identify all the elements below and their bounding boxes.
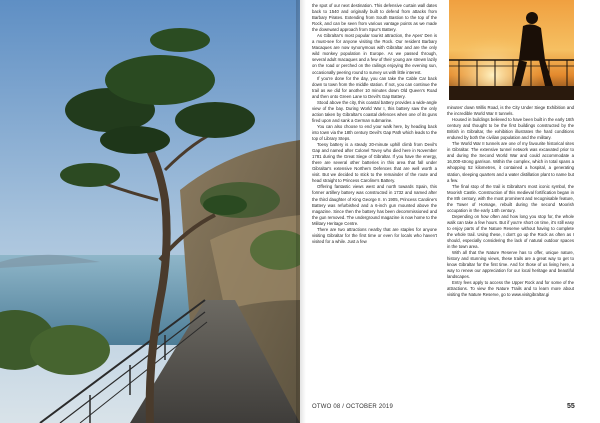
article-column-1 xyxy=(312,3,437,245)
page-gutter-shadow xyxy=(296,0,306,423)
sunset-silhouette-photo xyxy=(449,0,574,100)
article-column-2 xyxy=(447,105,574,299)
sunset-silhouette-illustration xyxy=(449,0,574,100)
article-paragraph: The World War II tunnels are one of my favourite historical sites in Gibraltar. The extensive tunnel network was excavated prior to and during the Second World War and could accommodate a 16,000-strong garrison. Within the complex, which in total spans a whopping 52 kilometres, it contained a hospital, a generating station, sleeping quarters and a water distillation plant to name but a few. xyxy=(447,141,574,183)
article-paragraph: Offering fantastic views west and north towards Spain, this former artillery battery was constructed in 1732 and named after the third daughter of King George II. In 1905, Princess Caroline's Battery was refurbished and a 6-inch gun mounted above the magazine. Since then the battery has been decommissioned and the gun removed. The underground magazine is now home to the Military Heritage Centre. xyxy=(312,184,437,226)
article-paragraph: Toesy battery is a steady 20-minute uphill climb from Devil's Gap and named after Colonel Tovey who died here in November 1781 during the Great Siege of Gibraltar. If you have the energy, there are several other batteries in this area that fall under Gibraltar's extensive Northern Defences that are well worth a visit. But we decided to stick to the remainder of the route and head straight to Princess Caroline's Battery. xyxy=(312,142,437,184)
article-paragraph: Depending on how often and how long you stop for, the whole walk can take a few hours. But if you're short on time, it's still easy to enjoy parts of the Nature Reserve without having to complete the whole trail. Using these, I don't go up the Rock as often as I should, especially considering the lack of natural outdoor spaces in the town area. xyxy=(447,213,574,250)
article-paragraph: minutes' down Willis Road, is the City Under Siege Exhibition and the incredible World War II tunnels. xyxy=(447,105,574,117)
article-paragraph: If you're done for the day, you can take the Cable Car back down to town from the middle station. If not, you can continue the trail as we did for another 10 minutes down Old Queen's Road and then onto Green Lane to Devil's Gap Battery. xyxy=(312,75,437,99)
article-paragraph: The final stop of the trail is Gibraltar's most iconic symbol, the Moorish Castle. Construction of this medieval fortification began in the 8th century, with the most prominent and recognisable feature, the Tower of Homage, rebuilt during the second Moorish occupation in the early 14th century. xyxy=(447,183,574,213)
article-paragraph: As Gibraltar's most popular tourist attraction, the Apes' Den is a must-see for anyone visiting the Rock. Our resident Barbary Macaques are now synonymous with Gibraltar and are the only wild monkey population in Europe. As we passed through, several adult macaques and a few of their young are strewn lazily on the road or perched on the railings enjoying the evening sun, occasionally peering round to survey us with little interest. xyxy=(312,33,437,75)
publication-footer: OTWO 08 / OCTOBER 2019 xyxy=(312,404,393,410)
article-paragraph: With all that the Nature Reserve has to offer, unique nature, history and stunning views, these trails are a great way to get to know Gibraltar for the first time. And for those of us living here, a way to renew our appreciation for our local heritage and beautiful landscapes. xyxy=(447,250,574,280)
article-paragraph: There are two attractions nearby that are staples for anyone visiting Gibraltar for the first time or even for locals who haven't visited for a while. Just a few xyxy=(312,226,437,244)
page-number: 55 xyxy=(567,403,575,410)
article-paragraph: You can also choose to end your walk here, by heading back into town via the 18th century Devil's Gap Path which leads to the top of Library Steps. xyxy=(312,123,437,142)
article-paragraph: Entry fees apply to access the Upper Rock and for some of the attractions. To view the Nature Trails and to learn more about visiting the Nature Reserve, go to www.visitgibraltar.gi xyxy=(447,280,574,298)
article-paragraph: Stood above the city, this coastal battery provides a wide-angle view of the bay. During World War I, this battery saw the only action taken by Gibraltar's coastal defences when one of its guns fired upon and sank a German submarine. xyxy=(312,99,437,123)
article-paragraph: the spot of our next destination. This defensive curtain wall dates back to 1540 and originally built to defend from attacks from Barbary Pirates. Extending from South Bastion to the top of the Rock, and can be seen from various vantage points as we made the downward approach from Spur's Battery. xyxy=(312,3,437,33)
article-paragraph: Housed in buildings believed to have been built in the early 16th century and thought to be the first buildings constructed by the British in Gibraltar, the exhibition illustrates the hard conditions endured by both the civilian population and the military. xyxy=(447,117,574,141)
